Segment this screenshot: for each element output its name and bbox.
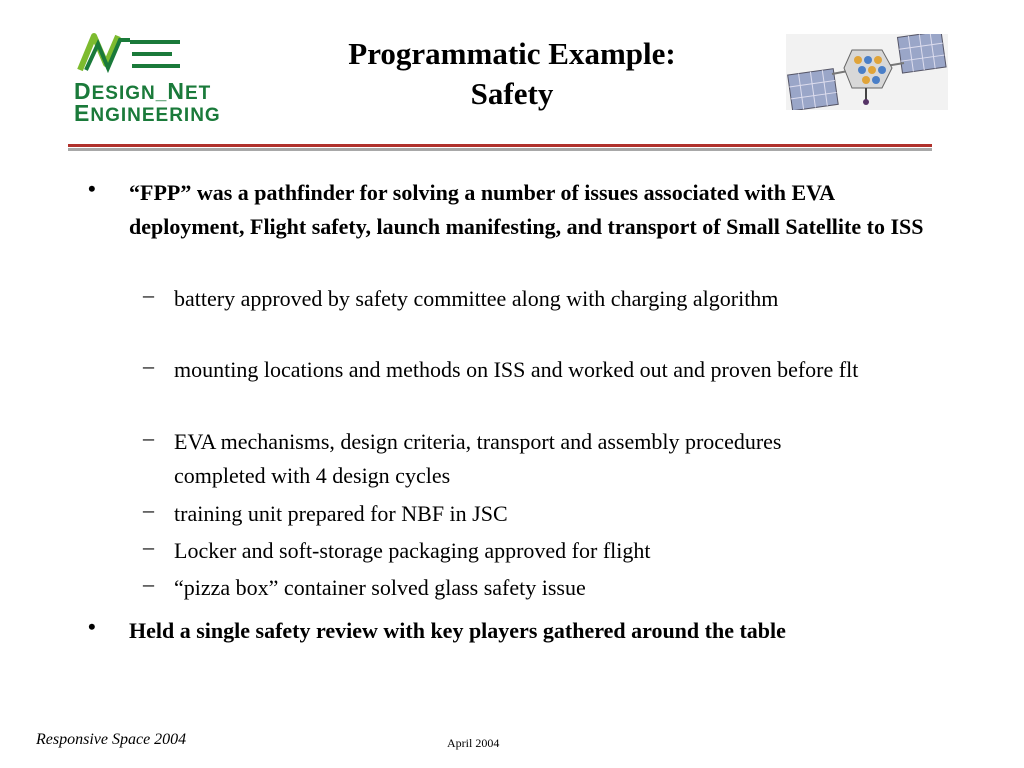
bullet-marker: • xyxy=(88,614,96,639)
sub-bullet-text: mounting locations and methods on ISS and worked out and proven before flt xyxy=(174,357,859,382)
sub-bullet-marker: – xyxy=(143,425,154,450)
logo-text-line1: DESIGN_NET xyxy=(74,78,212,104)
logo-mark-icon xyxy=(76,30,186,74)
slide-title xyxy=(262,34,762,114)
sub-bullet-text: training unit prepared for NBF in JSC xyxy=(174,501,508,526)
logo-text-line2: ENGINEERING xyxy=(74,100,221,126)
satellite-illustration xyxy=(786,34,948,110)
slide-title-line2: Safety xyxy=(470,76,554,111)
footer-date: April 2004 xyxy=(447,736,500,750)
sub-bullet-text: “pizza box” container solved glass safety issue xyxy=(174,575,586,600)
bullet-text: “FPP” was a pathfinder for solving a number of issues associated with EVA deployment, Flight safety, launch manifesting, and transport of Small Satellite to ISS xyxy=(129,180,924,239)
sub-bullet-text: battery approved by safety committee along with charging algorithm xyxy=(174,286,779,311)
footer-conference: Responsive Space 2004 xyxy=(36,731,187,748)
sub-bullet-marker: – xyxy=(143,282,154,307)
bullet-marker: • xyxy=(88,176,96,201)
title-divider-gray xyxy=(68,148,932,151)
sub-bullet-marker: – xyxy=(143,534,154,559)
slide-title-line1: Programmatic Example: xyxy=(348,36,676,71)
sub-bullet-text: EVA mechanisms, design criteria, transport and assembly procedures completed with 4 design cycles xyxy=(174,429,782,488)
company-logo xyxy=(74,30,221,126)
bullet-text: Held a single safety review with key players gathered around the table xyxy=(129,618,786,643)
sub-bullet-marker: – xyxy=(143,497,154,522)
sub-bullet-marker: – xyxy=(143,353,154,378)
title-divider-red xyxy=(68,144,932,147)
sub-bullet-text: Locker and soft-storage packaging approved for flight xyxy=(174,538,651,563)
sub-bullet-marker: – xyxy=(143,571,154,596)
